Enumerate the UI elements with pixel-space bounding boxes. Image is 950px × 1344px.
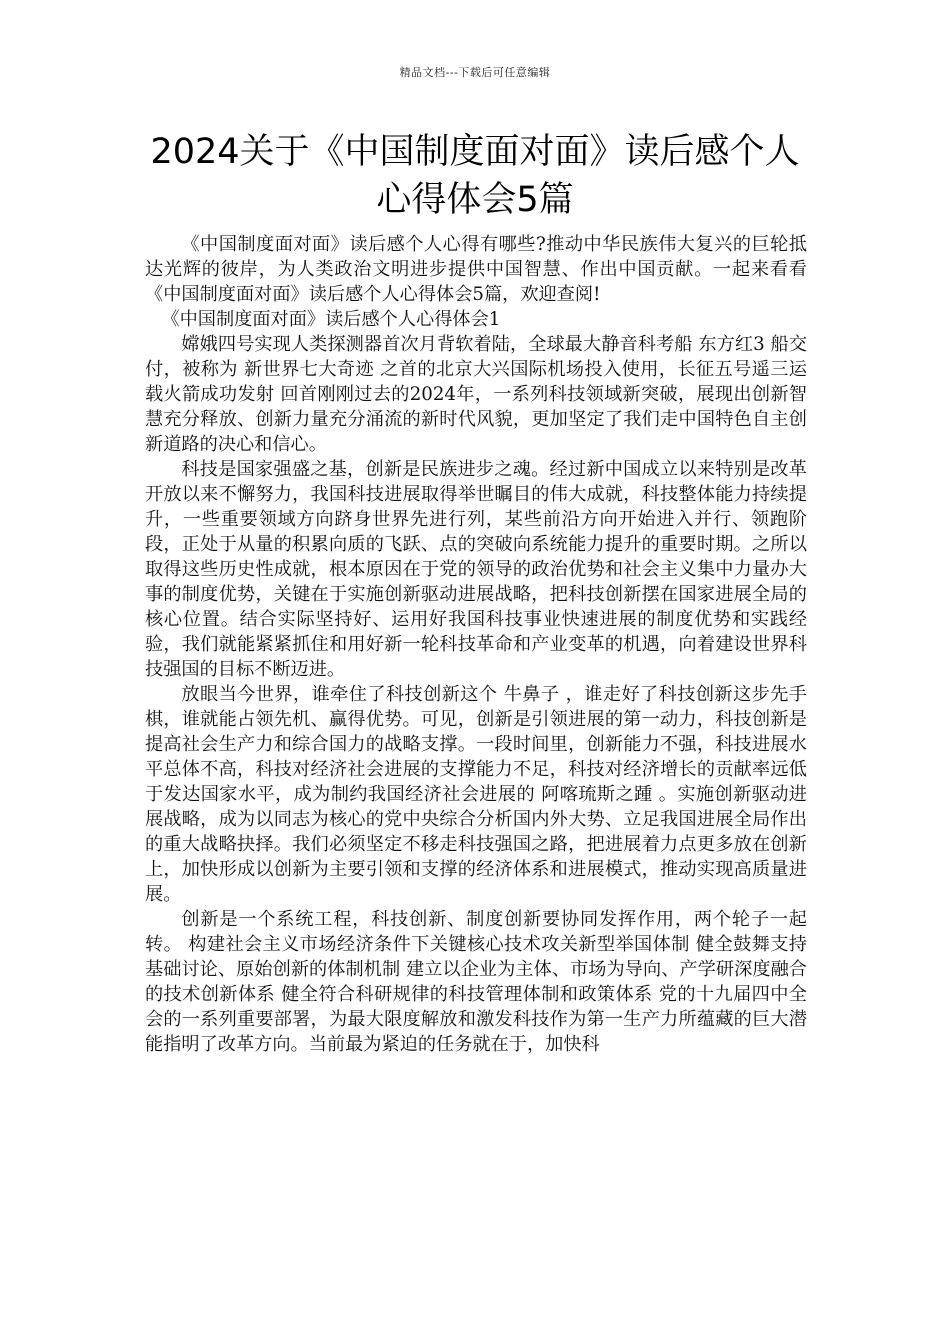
document-title: 2024关于《中国制度面对面》读后感个人心得体会5篇 <box>150 132 800 220</box>
header-note: 精品文档---下载后可任意编辑 <box>399 66 551 79</box>
section-heading: 《中国制度面对面》读后感个人心得体会1 <box>161 309 501 330</box>
body-paragraph: 嫦娥四号实现人类探测器首次月背软着陆，全球最大静音科考船 东方红3 船交付，被称为 新世界七大奇迹 之首的北京大兴国际机场投入使用，长征五号遥三运载火箭成功发射 回首刚刚过去的2024年，一系列科技领域新突破，展现出创新智慧充分释放、创新力量充分涌流的新时代风貌，更加坚定了我们走中国特色自主创新道路的决心和信心。 <box>145 334 807 455</box>
body-paragraph: 创新是一个系统工程，科技创新、制度创新要协同发挥作用，两个轮子一起转。 构建社会主义市场经济条件下关键核心技术攻关新型举国体制 健全鼓舞支持基础讨论、原始创新的体制机制 建立以企业为主体、市场为导向、产学研深度融合的技术创新体系 健全符合科研规律的科技管理体制和政策体系 党的十九届四中全会的一系列重要部署，为最大限度解放和激发科技作为第一生产力所蕴藏的巨大潜能指明了改革方向。当前最为紧迫的任务就在于，加快科 <box>145 909 807 1055</box>
body-paragraph: 放眼当今世界，谁牵住了科技创新这个 牛鼻子 ，谁走好了科技创新这步先手棋，谁就能占领先机、赢得优势。可见，创新是引领进展的第一动力，科技创新是提高社会生产力和综合国力的战略支撑。一段时间里，创新能力不强，科技进展水平总体不高，科技对经济社会进展的支撑能力不足，科技对经济增长的贡献率远低于发达国家水平，成为制约我国经济社会进展的 阿喀琉斯之踵 。实施创新驱动进展战略，成为以同志为核心的党中央综合分析国内外大势、立足我国进展全局作出的重大战略抉择。我们必须坚定不移走科技强国之路，把进展着力点更多放在创新上，加快形成以创新为主要引领和支撑的经济体系和进展模式，推动实现高质量进展。 <box>145 684 807 905</box>
body-paragraph: 科技是国家强盛之基，创新是民族进步之魂。经过新中国成立以来特别是改革开放以来不懈努力，我国科技进展取得举世瞩目的伟大成就，科技整体能力持续提升，一些重要领域方向跻身世界先进行列，某些前沿方向开始进入并行、领跑阶段，正处于从量的积累向质的飞跃、点的突破向系统能力提升的重要时期。之所以取得这些历史性成就，根本原因在于党的领导的政治优势和社会主义集中力量办大事的制度优势，关键在于实施创新驱动进展战略，把科技创新摆在国家进展全局的核心位置。结合实际坚持好、运用好我国科技事业快速进展的制度优势和实践经验，我们就能紧紧抓住和用好新一轮科技革命和产业变革的机遇，向着建设世界科技强国的目标不断迈进。 <box>145 459 807 680</box>
intro-paragraph: 《中国制度面对面》读后感个人心得有哪些?推动中华民族伟大复兴的巨轮抵达光辉的彼岸，为人类政治文明进步提供中国智慧、作出中国贡献。一起来看看《中国制度面对面》读后感个人心得体会5篇，欢迎查阅! <box>145 234 807 305</box>
document-body <box>145 232 807 1057</box>
